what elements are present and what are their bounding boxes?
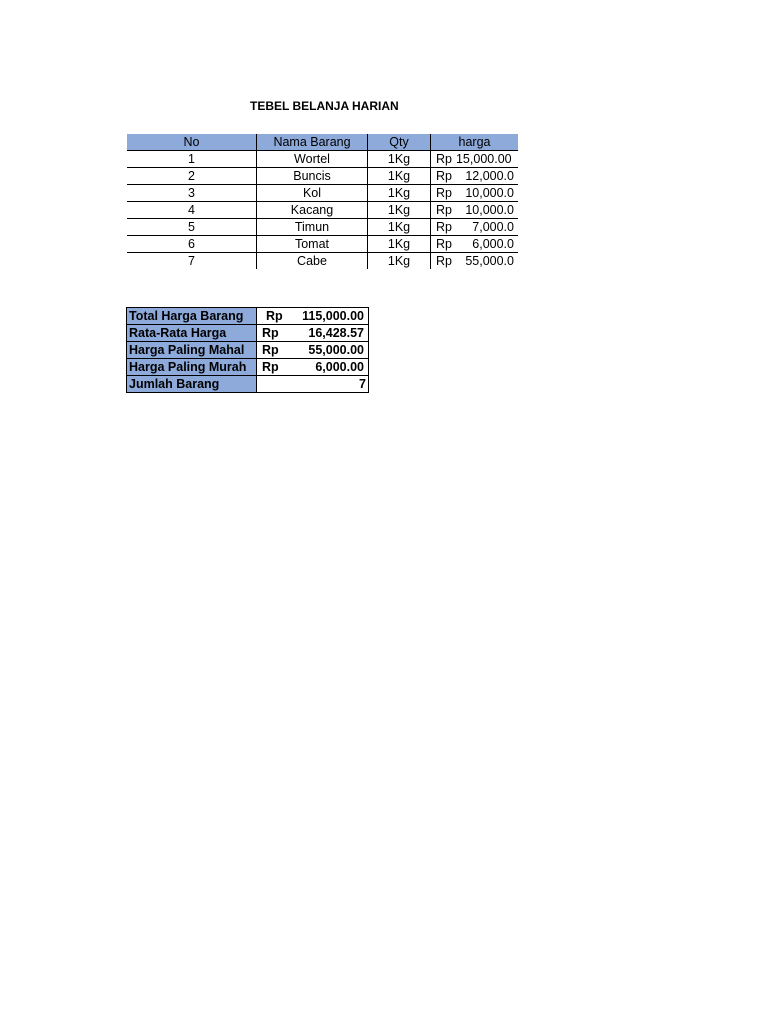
currency-label: Rp [436, 169, 452, 183]
cell-qty[interactable]: 1Kg [368, 168, 431, 185]
currency-label: Rp [436, 186, 452, 200]
cell-price[interactable] [431, 151, 519, 168]
summary-value: 6,000.00 [315, 360, 364, 374]
cell-price[interactable] [431, 236, 519, 253]
cell-item-name[interactable]: Tomat [257, 236, 368, 253]
cell-price[interactable] [431, 253, 519, 270]
cell-item-name[interactable]: Wortel [257, 151, 368, 168]
table-row [127, 151, 518, 168]
cell-no[interactable]: 2 [127, 168, 257, 185]
cell-qty[interactable]: 1Kg [368, 236, 431, 253]
table-row [127, 168, 518, 185]
cell-no[interactable]: 3 [127, 185, 257, 202]
cell-qty[interactable]: 1Kg [368, 185, 431, 202]
table-row [127, 219, 518, 236]
currency-label: Rp [266, 309, 283, 323]
price-value: 6,000.0 [472, 237, 514, 251]
item-count-value[interactable]: 7 [257, 376, 369, 393]
cell-qty[interactable]: 1Kg [368, 202, 431, 219]
cell-item-name[interactable]: Timun [257, 219, 368, 236]
summary-label[interactable]: Total Harga Barang [127, 308, 257, 325]
summary-value-cell[interactable] [257, 325, 369, 342]
summary-row [127, 325, 369, 342]
currency-label: Rp [262, 343, 279, 357]
cell-no[interactable]: 4 [127, 202, 257, 219]
summary-label[interactable]: Harga Paling Murah [127, 359, 257, 376]
cell-item-name[interactable]: Cabe [257, 253, 368, 270]
sheet-title: TEBEL BELANJA HARIAN [250, 99, 399, 113]
cell-item-name[interactable]: Buncis [257, 168, 368, 185]
currency-label: Rp [436, 237, 452, 251]
currency-label: Rp [436, 203, 452, 217]
currency-label: Rp [436, 220, 452, 234]
summary-value: 115,000.00 [302, 309, 364, 323]
summary-row [127, 342, 369, 359]
summary-label[interactable]: Harga Paling Mahal [127, 342, 257, 359]
cell-no[interactable]: 5 [127, 219, 257, 236]
cell-no[interactable]: 7 [127, 253, 257, 270]
shopping-table [127, 134, 518, 269]
cell-price[interactable] [431, 219, 519, 236]
cell-price[interactable] [431, 202, 519, 219]
price-value: 7,000.0 [472, 220, 514, 234]
summary-row [127, 376, 369, 393]
price-value: 55,000.0 [465, 254, 514, 268]
price-value: 15,000.00 [455, 152, 512, 166]
cell-no[interactable]: 1 [127, 151, 257, 168]
currency-label: Rp [436, 152, 452, 166]
cell-item-name[interactable]: Kol [257, 185, 368, 202]
summary-row [127, 308, 369, 325]
summary-table [126, 307, 369, 393]
cell-item-name[interactable]: Kacang [257, 202, 368, 219]
price-value: 10,000.0 [465, 203, 514, 217]
cell-price[interactable] [431, 168, 519, 185]
cell-no[interactable]: 6 [127, 236, 257, 253]
summary-label[interactable]: Rata-Rata Harga [127, 325, 257, 342]
table-row [127, 236, 518, 253]
summary-value: 55,000.00 [308, 343, 364, 357]
item-count-label[interactable]: Jumlah Barang [127, 376, 257, 393]
cell-qty[interactable]: 1Kg [368, 253, 431, 270]
price-value: 10,000.0 [465, 186, 514, 200]
table-row [127, 253, 518, 270]
summary-value-cell[interactable] [257, 342, 369, 359]
price-value: 12,000.0 [465, 169, 514, 183]
summary-value-cell[interactable] [257, 308, 369, 325]
header-no[interactable]: No [127, 134, 257, 151]
cell-price[interactable] [431, 185, 519, 202]
currency-label: Rp [262, 326, 279, 340]
table-row [127, 202, 518, 219]
summary-row [127, 359, 369, 376]
table-row [127, 185, 518, 202]
cell-qty[interactable]: 1Kg [368, 219, 431, 236]
currency-label: Rp [262, 360, 279, 374]
summary-value-cell[interactable] [257, 359, 369, 376]
table-header-row [127, 134, 518, 151]
currency-label: Rp [436, 254, 452, 268]
summary-value: 16,428.57 [308, 326, 364, 340]
header-item-name[interactable]: Nama Barang [257, 134, 368, 151]
header-qty[interactable]: Qty [368, 134, 431, 151]
cell-qty[interactable]: 1Kg [368, 151, 431, 168]
header-price[interactable]: harga [431, 134, 519, 151]
